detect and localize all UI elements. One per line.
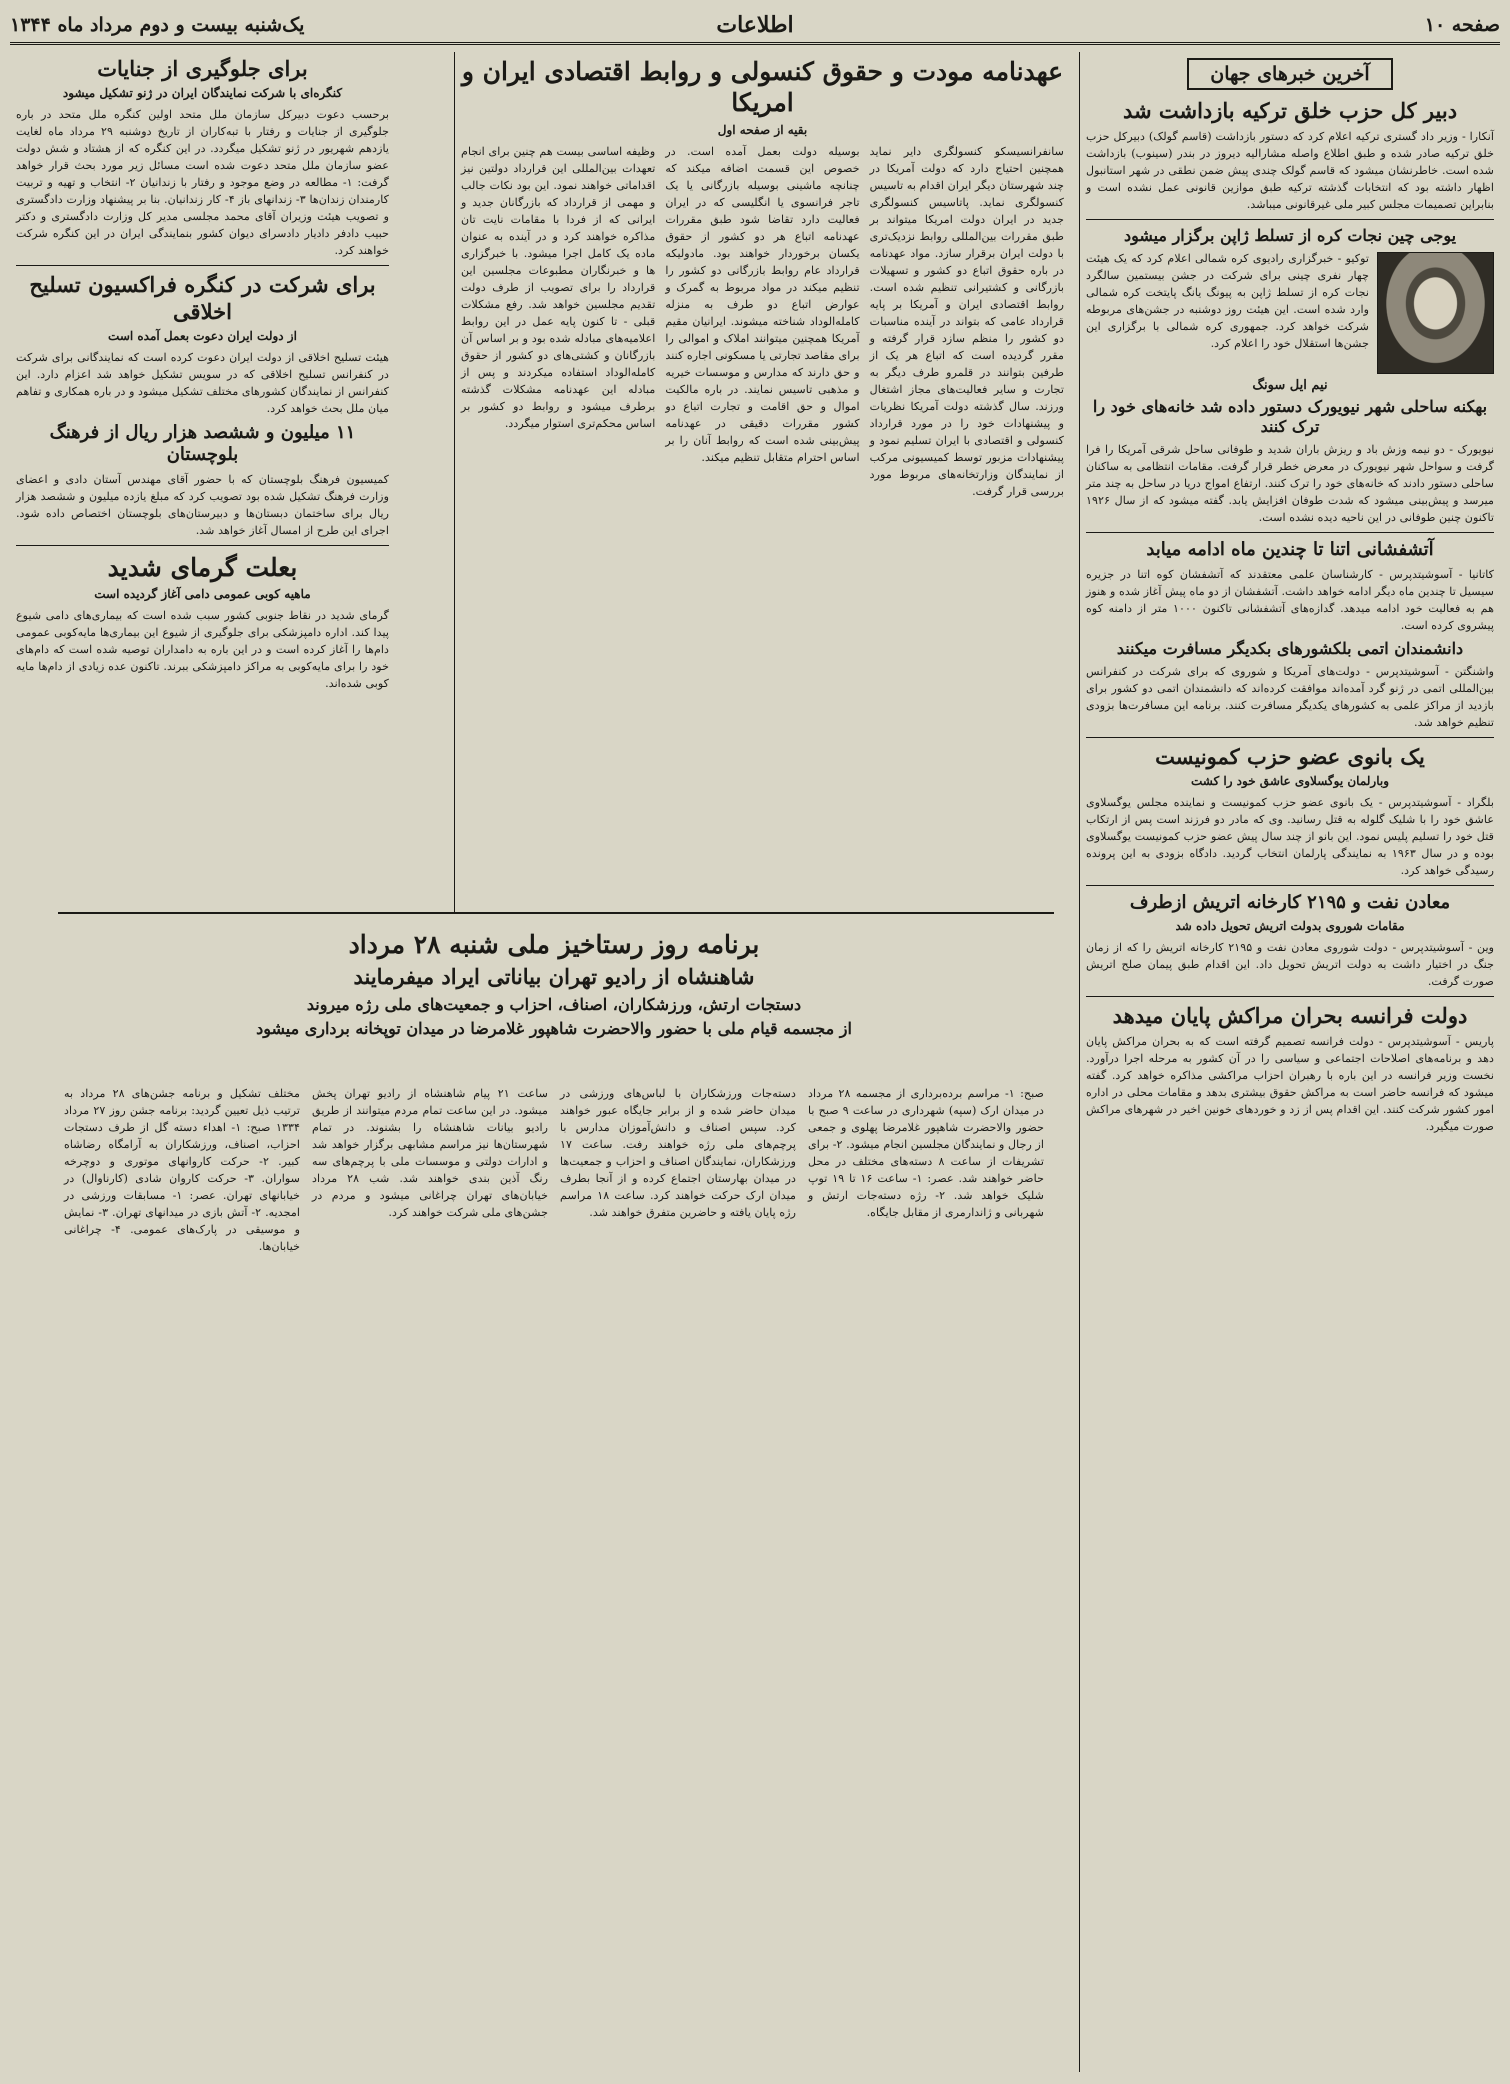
story-body: کاتانیا - آسوشیتدپرس - کارشناسان علمی معتقدند که آتشفشان کوه اتنا در جزیره سیسیل تا چندین ماه دیگر ادامه خواهد داشت. آتشفشان از دو ماه پیش آغاز شده و هنوز هم به فعالیت خود ادامه میدهد. گدازه‌های آتشفشانی تاکنون ۱۰۰۰ متر از دامنه کوه پیشروی کرده است. [1086, 567, 1495, 632]
article-body: برحسب دعوت دبیرکل سازمان ملل متحد اولین کنگره ملل متحد در باره جلوگیری از جنایات و رفتار با تبه‌کاران از تاریخ دوشنبه ۲۹ مرداد ماه لغایت یازدهم شهریور در ژنو تشکیل میگردد. در این کنگره که از هشتاد و شش دولت عضو سازمان ملل متحد دعوت شده است مسائل زیر مورد بحث قرار خواهد گرفت: ۱- مطالعه در وضع موجود و رفتار با زندانیان ۲- انتخاب و تهیه و تربیت کارمندان زندان‌ها ۳- زندانهای باز ۴- کار زندانیان. بنا بر پیشنهاد وزارت دادگستری و تصویب هیئت وزیران آقای محمد مجلسی مدیر کل وزارت دادگستری و دکتر حبیب دادفر دادیار دادسرای دیوان کشور بنمایندگی ایران در این کنگره شرکت خواهند کرد. [16, 108, 390, 258]
article-body: مختلف تشکیل و برنامه جشن‌های ۲۸ مرداد به ترتیب ذیل تعیین گردید: برنامه جشن روز ۲۷ مرداد ۱۳۳۴ صبح: ۱- اهداء دسته گل از طرف دستجات احزاب، اصناف، ورزشکاران به آرامگاه رضاشاه کبیر. ۲- حرکت کاروانهای موتوری و دوچرخه سواران. ۳- حرکت کاروان شادی (کارناوال) در خیابانهای تهران. عصر: ۱- مسابقات ورزشی در امجدیه. ۲- آتش بازی در میدانهای تهران. ۳- نمایش و موسیقی در پارک‌های عمومی. ۴- چراغانی خیابان‌ها. [64, 1087, 301, 1254]
section-rule [58, 912, 1054, 914]
photo-caption: نیم ایل سونگ [1252, 378, 1328, 394]
article-body: ساعت ۲۱ پیام شاهنشاه از رادیو تهران پخش میشود. در این ساعت تمام مردم میتوانند از طریق رادیو بیانات شاهنشاه را بشنوند. در تمام شهرستان‌ها نیز مراسم مشابهی برگزار خواهد شد و ادارات دولتی و موسسات ملی با پرچم‌های سه رنگ آذین بندی خواهند شد. شب ۲۸ مرداد خیابان‌های تهران چراغانی میشود و مردم در جشن‌های ملی شرکت خواهند کرد. [312, 1087, 549, 1220]
story-body: بلگراد - آسوشیتدپرس - یک بانوی عضو حزب کمونیست و نماینده مجلس یوگسلاوی عاشق خود را با شلیک گلوله به قتل رسانید. وی که مادر دو فرزند است پس از ارتکاب قتل خود را تسلیم پلیس نمود. این بانو از چند سال پیش عضو حزب کمونیست یوگسلاوی بوده و در سال ۱۹۶۳ به نمایندگی پارلمان انتخاب گردید. دادگاه بزودی به این پرونده رسیدگی خواهد کرد. [1086, 796, 1494, 878]
article-body: وظیفه اساسی بیست هم چنین برای انجام تعهدات بین‌المللی این قرارداد دولتین نیز اقداماتی خواهند نمود. این بود نکات جالب و مهمی از قرارداد که بازرگانان جدید و ایرانی که از فردا با مقامات نایت تان مذاکره خواهند کرد و در آینده به عنوان ماده یک کامل اجرا میشود. با خبرگزاری ها و خبرنگاران مطبوعات مجلسین این قرارداد را برای تصویب از طرف دولت تقدیم مجلسین خواهد شد. رفع مشکلات قبلی - تا کنون پایه عمل در این روابط اعلامیه‌های مبادله شده بود و بر اساس آن بازرگانان و کشتی‌های دو کشور از حقوق کامله‌الوداد استفاده میکردند و پس از مبادله این عهدنامه مشکلات گذشته برطرف میشود و روابط دو کشور بر اساس محکم‌تری استوار میگردد. [461, 144, 656, 430]
article-body: بوسیله دولت بعمل آمده است. در خصوص این قسمت اضافه میکند که چنانچه ماشینی بوسیله بازرگانی یا یک تاجر فرانسوی یا انگلیسی که در ایران فعالیت دارد تقاضا شود طبق مقررات عهدنامه اتباع هر دو کشور از حقوق یکسان برخوردار خواهند بود. مادولیکه قرارداد عام روابط بازرگانی دو کشور را تنظیم میکند در مواد مربوط به گمرک و عوارض اتباع دو طرف به منزله کامله‌الوداد شناخته میشوند. ایرانیان مقیم آمریکا همچنین میتوانند املاک و اموالی را برای مقاصد تجارتی یا مسکونی اجاره کنند و حق دارند که مدارس و موسسات خیریه و مذهبی تاسیس نمایند. در باره مالکیت اموال و حق اقامت و تجارت اتباع دو کشور مقررات دقیقی در عهدنامه پیش‌بینی شده است که روابط آنان را بر اساس احترام متقابل تنظیم میکند. [665, 144, 860, 464]
story-headline: بهکنه ساحلی شهر نیویورک دستور داده شد خانه‌های خود را ترک کنند [1092, 397, 1488, 437]
article-deck: دستجات ارتش، ورزشکاران، اصناف، احزاب و جمعیت‌های ملی رژه میروند [306, 994, 802, 1014]
article-subhead: از دولت ایران دعوت بعمل آمده است [108, 328, 297, 343]
issue-date: یک‌شنبه بیست و دوم مرداد ماه ۱۳۴۴ [10, 14, 305, 36]
article-headline: ۱۱ میلیون و ششصد هزار ریال از فرهنگ بلوچستان [49, 421, 356, 466]
article-deck: از مجسمه قیام ملی با حضور والاحضرت شاهپور غلامرضا در میدان توپخانه برداری میشود [256, 1018, 852, 1038]
story-headline: معادن نفت و ۲۱۹۵ کارخانه اتریش ازطرف [1129, 892, 1451, 914]
treaty-columns [461, 143, 1064, 505]
article-subhead: کنگره‌ای با شرکت نمایندگان ایران در ژنو تشکیل میشود [62, 86, 343, 101]
story-body: پاریس - آسوشیتدپرس - دولت فرانسه تصمیم گرفته است که به بحران مراکش پایان دهد و برنامه‌های اصلاحات اجتماعی و سیاسی را در آن کشور به مرحله اجرا درآورد. نخست وزیر فرانسه در این باره با رهبران احزاب مراکشی مذاکره خواهد کرد. گفته میشود که فرانسه حاضر است به مراکش حقوق بیشتری بدهد و مقامات محلی در اداره امور کشور شرکت کنند. این اقدام پس از زد و خوردهای خونین اخیر در شهرهای مراکش صورت میگیرد. [1086, 1035, 1494, 1134]
story-headline: یک بانوی عضو حزب کمونیست [1155, 744, 1425, 770]
story-headline: یوجی چین نجات کره از تسلط ژاپن برگزار میشود [1123, 226, 1457, 246]
article-headline: عهدنامه مودت و حقوق کنسولی و روابط اقتصادی ایران و امریکا [461, 57, 1064, 118]
divider [16, 265, 389, 266]
story-headline: دبیر کل حزب خلق ترکیه بازداشت شد [1122, 98, 1458, 123]
left-news-column [10, 52, 395, 910]
story-headline: دانشمندان اتمی بلکشورهای بکدیگر مسافرت میکنند [1116, 638, 1464, 658]
story-headline: دولت فرانسه بحران مراکش پایان میدهد [1112, 1002, 1468, 1028]
article-body: دسته‌جات ورزشکاران با لباس‌های ورزشی در میدان حاضر شده و از برابر جایگاه عبور خواهند کرد. سپس اصناف و دانش‌آموزان مدارس با پرچم‌های ملی رژه خواهند رفت. ساعت ۱۷ ورزشکاران، نمایندگان اصناف و احزاب و جمعیت‌ها در میدان بهارستان اجتماع کرده و از آنجا بطرف میدان ارک حرکت خواهند کرد. ساعت ۱۸ مراسم رژه پایان یافته و حاضرین متفرق خواهند شد. [560, 1087, 796, 1220]
program-header [58, 925, 1050, 1043]
divider [1086, 532, 1494, 533]
divider [1086, 737, 1494, 738]
story-subhead: مقامات شوروی بدولت اتریش تحویل داده شد [1175, 918, 1405, 933]
story-body: نیویورک - دو نیمه وزش باد و ریزش باران شدید و طوفانی ساحل شرقی آمریکا را فرا گرفت و سواحل شهر نیویورک در معرض خطر قرار گرفت. مقامات انتظامی به ساکنان ساحلی دستور دادند که خانه‌های خود را ترک کنند. ارتفاع امواج دریا در ساحل به چند متر میرسد و پیش‌بینی میشود که شدت طوفان افزایش یابد. گفته میشود که از سال ۱۹۲۶ تاکنون چنین طوفانی در این ناحیه دیده نشده است. [1086, 443, 1494, 525]
article-subhead: ماهیه کوبی عمومی دامی آغاز گردیده است [94, 587, 311, 602]
divider [1086, 885, 1494, 886]
program-body [58, 1085, 1050, 2070]
article-headline: برنامه روز رستاخیز ملی شنبه ۲۸ مرداد [348, 930, 760, 959]
treaty-article [455, 52, 1070, 910]
portrait-photo [1377, 252, 1494, 374]
newspaper-name: اطلاعات [716, 12, 794, 38]
article-body: هیئت تسلیح اخلاقی از دولت ایران دعوت کرده است که نمایندگانی برای شرکت در کنفرانس تسلیح اخلاقی که در سویس تشکیل خواهد شد اعزام دارد. این کنفرانس از نمایندگان کشورهای مختلف تشکیل میشود و در باره همکاری و تفاهم میان ملل بحث خواهد کرد. [16, 350, 389, 415]
story-body: وین - آسوشیتدپرس - دولت شوروی معادن نفت و ۲۱۹۵ کارخانه اتریش را که از زمان جنگ در اختیار داشت به دولت اتریش تحویل داد. این اقدام طبق پیمان صلح اتریش صورت گرفت. [1086, 940, 1494, 988]
page-number: صفحه ۱۰ [1424, 14, 1500, 36]
article-body: کمیسیون فرهنگ بلوچستان که با حضور آقای مهندس آستان دادی و اعضای وزارت فرهنگ تشکیل شده بود تصویب کرد که مبلغ یازده میلیون و ششصد هزار ریال برای ساختمان دبستان‌ها و دبیرستان‌های بلوچستان اختصاص داده شود. اجرای این طرح از امسال آغاز خواهد شد. [16, 472, 389, 537]
article-body: سانفرانسیسکو کنسولگری دایر نماید همچنین احتیاج دارد که دولت آمریکا در چند شهرستان دیگر ایران اقدام به تاسیس کنسولگری نماید. پاتاسیس کنسولگری جدید در ایران دولت امریکا میتواند بر طبق مقررات بین‌المللی روابط نزدیک‌تری با دولت ایران برقرار سازد. مواد عهدنامه در باره حقوق اتباع دو کشور و تسهیلات بازرگانی و کشتیرانی تنظیم شده است. روابط اقتصادی ایران و آمریکا بر پایه قرارداد عامی که بتواند در آینده مناسبات دو کشور را منظم سازد قرار گرفته و مقرر گردیده است که اتباع هر یک از طرفین بتوانند در قلمرو طرف دیگر به تجارت و سایر فعالیت‌های مجاز اشتغال ورزند. سال گذشته دولت آمریکا نظریات و پیشنهادات خود را در مورد قرارداد کنسولی و اقتصادی با ایران تسلیم نمود و پیشنهادات مزبور توسط کمیسیونی مرکب از نمایندگان وزارتخانه‌های مربوط مورد بررسی قرار گرفت. [869, 144, 1064, 498]
program-columns [64, 1085, 1044, 1260]
world-news-box-title: آخرین خبرهای جهان [1187, 58, 1393, 90]
story-body: آنکارا - وزیر داد گستری ترکیه اعلام کرد که دستور بازداشت (قاسم گولک) دبیرکل حزب خلق ترکیه صادر شده و طبق اطلاع واصله مشارالیه دیروز در بندر (سینوب) بازداشت شده است. خاطرنشان میشود که قاسم گولک چندی پیش ضمن نطقی در شهر استانبول اظهار داشته بود که انتخابات گذشته ترکیه طبق موازین قانونی عمل نشده است و بنابراین تصمیمات مجلس کبیر ملی غیرقانونی میباشد. [1086, 130, 1494, 212]
story-body: واشنگتن - آسوشیتدپرس - دولت‌های آمریکا و شوروی که برای شرکت در کنفرانس بین‌المللی اتمی در ژنو گرد آمده‌اند موافقت کرده‌اند که دانشمندان اتمی دو کشور برای بازدید از مراکز علمی به کشورهای یکدیگر مسافرت کنند. برنامه این مسافرت‌ها بزودی تنظیم خواهد شد. [1086, 664, 1494, 730]
story-body: توکیو - خبرگزاری رادیوی کره شمالی اعلام کرد که یک هیئت چهار نفری چینی برای شرکت در جشن بیستمین سالگرد نجات کره از تسلط ژاپن به پیونگ یانگ پایتخت کره شمالی وارد شده است. این هیئت روز دوشنبه در جشن‌های مربوطه شرکت خواهد کرد. جمهوری کره شمالی با برگزاری این جشن‌ها استقلال خود را اعلام کرد. [1086, 252, 1369, 351]
story-subhead: وبارلمان یوگسلاوی عاشق خود را کشت [1190, 774, 1389, 789]
article-body: گرمای شدید در نقاط جنوبی کشور سبب شده است که بیماری‌های دامی شیوع پیدا کند. اداره دامپزشکی برای جلوگیری از شیوع این بیماری‌ها مایه‌کوبی عمومی دام‌ها را آغاز کرده است و در این باره به دامداران توصیه شده است که دام‌های خود را برای مایه‌کوبی به مراکز دامپزشکی ببرند. تاکنون عده زیادی از دام‌ها مایه کوبی شده‌اند. [16, 609, 389, 691]
article-headline: بعلت گرمای شدید [107, 553, 298, 583]
article-subhead: شاهنشاه از رادیو تهران بیاناتی ایراد میفرمایند [353, 964, 755, 990]
story-headline: آتشفشانی اتنا تا چندین ماه ادامه میابد [1146, 539, 1434, 561]
divider [1086, 219, 1494, 220]
divider [1086, 996, 1494, 997]
masthead [10, 8, 1500, 45]
world-news-column [1080, 52, 1500, 2072]
divider [16, 545, 389, 546]
continued-note: بقیه از صفحه اول [717, 122, 808, 137]
article-headline: برای شرکت در کنگره فراکسیون تسلیح اخلاقی [29, 272, 376, 324]
article-body: صبح: ۱- مراسم برده‌برداری از مجسمه ۲۸ مرداد در میدان ارک (سپه) شهرداری در ساعت ۹ صبح با حضور والاحضرت شاهپور غلامرضا پهلوی و جمعی از رجال و نمایندگان مجلسین انجام میشود. ۲- برای تشریفات از ساعت ۸ دسته‌های مختلف در محل حاضر خواهند شد. عصر: ۱- ساعت ۱۶ تا ۱۹ توپ شلیک خواهد شد. ۲- رژه دسته‌جات ارتش و شهربانی و ژاندارمری از مقابل جایگاه. [808, 1087, 1045, 1220]
article-headline: برای جلوگیری از جنایات [97, 56, 308, 81]
